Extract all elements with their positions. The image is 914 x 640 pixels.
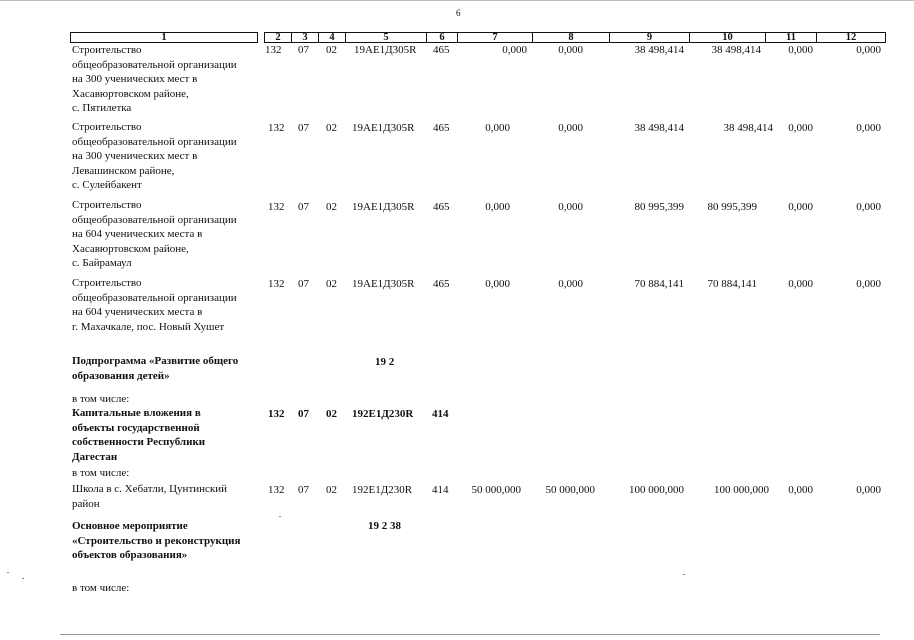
cell-col8: 50 000,000 — [545, 484, 595, 496]
cell-expense-type: 414 — [432, 484, 449, 496]
cell-col10: 38 498,414 — [723, 122, 773, 134]
cell-ministry-code: 132 — [268, 122, 285, 134]
column-header-9: 9 — [609, 32, 690, 43]
including-label: в том числе: — [72, 467, 130, 479]
cell-col12: 0,000 — [856, 484, 881, 496]
cell-col8: 0,000 — [558, 122, 583, 134]
cell-col11: 0,000 — [788, 484, 813, 496]
column-header-7: 7 — [457, 32, 533, 43]
cell-subsection-code: 02 — [326, 484, 337, 496]
cell-expense-type: 465 — [433, 278, 450, 290]
cell-section-code: 07 — [298, 278, 309, 290]
column-header-5: 5 — [345, 32, 427, 43]
cell-subsection-code: 02 — [326, 408, 337, 420]
column-header-1: 1 — [70, 32, 258, 43]
cell-col7: 0,000 — [485, 201, 510, 213]
cell-subsection-code: 02 — [326, 278, 337, 290]
scan-speck — [22, 578, 24, 579]
cell-col12: 0,000 — [856, 201, 881, 213]
cell-col9: 80 995,399 — [634, 201, 684, 213]
including-label: в том числе: — [72, 582, 130, 594]
object-name: Строительство общеобразовательной организации на 604 ученических места в г. Махачкале, пос. Новый Хушет — [72, 277, 237, 333]
page-edge-line — [0, 0, 914, 1]
page-edge-line — [60, 634, 880, 635]
cell-ministry-code: 132 — [268, 408, 285, 420]
main-event-name: Основное мероприятие «Строительство и реконструкция объектов образования» — [72, 520, 241, 561]
cell-expense-type: 465 — [433, 44, 450, 56]
cell-section-code: 07 — [298, 484, 309, 496]
main-event-code: 19 2 38 — [368, 520, 401, 532]
cell-col12: 0,000 — [856, 44, 881, 56]
cell-col10: 100 000,000 — [714, 484, 769, 496]
cell-col9: 38 498,414 — [634, 44, 684, 56]
object-name: Строительство общеобразовательной организации на 300 ученических мест в Хасавюртовском районе, с. Пятилетка — [72, 44, 237, 114]
column-header-11: 11 — [765, 32, 817, 43]
cell-ministry-code: 132 — [268, 484, 285, 496]
cell-col11: 0,000 — [788, 201, 813, 213]
cell-expense-type: 465 — [433, 201, 450, 213]
cell-col9: 70 884,141 — [634, 278, 684, 290]
cell-target-article: 19АЕ1Д305R — [354, 44, 417, 56]
cell-col8: 0,000 — [558, 44, 583, 56]
cell-target-article: 192Е1Д230R — [352, 408, 414, 420]
scan-speck — [683, 574, 685, 575]
cell-section-code: 07 — [298, 44, 309, 56]
scan-speck — [7, 572, 9, 573]
including-label: в том числе: — [72, 393, 130, 405]
cell-target-article: 192Е1Д230R — [352, 484, 413, 496]
object-name: Строительство общеобразовательной организации на 604 ученических места в Хасавюртовском районе, с. Байрамаул — [72, 199, 237, 269]
object-name: Школа в с. Хебатли, Цунтинский район — [72, 483, 228, 510]
subprogram-code: 19 2 — [375, 356, 395, 368]
cell-subsection-code: 02 — [326, 122, 337, 134]
column-header-6: 6 — [426, 32, 458, 43]
cell-col7: 50 000,000 — [471, 484, 521, 496]
cell-col10: 38 498,414 — [711, 44, 761, 56]
cell-ministry-code: 132 — [268, 278, 285, 290]
cell-col10: 80 995,399 — [707, 201, 757, 213]
cell-expense-type: 414 — [432, 408, 449, 420]
capital-investments-name: Капитальные вложения в объекты государственной собственности Республики Дагестан — [72, 407, 206, 463]
subprogram-name: Подпрограмма «Развитие общего образования детей» — [72, 355, 239, 382]
cell-col7: 0,000 — [502, 44, 527, 56]
cell-ministry-code: 132 — [265, 44, 282, 56]
cell-col12: 0,000 — [856, 278, 881, 290]
column-header-3: 3 — [291, 32, 319, 43]
cell-col8: 0,000 — [558, 278, 583, 290]
column-header-10: 10 — [689, 32, 766, 43]
column-header-12: 12 — [816, 32, 886, 43]
cell-col11: 0,000 — [788, 44, 813, 56]
cell-col9: 38 498,414 — [634, 122, 684, 134]
cell-target-article: 19АЕ1Д305R — [352, 122, 415, 134]
page-number: 6 — [456, 8, 461, 18]
cell-col7: 0,000 — [485, 278, 510, 290]
cell-section-code: 07 — [298, 408, 309, 420]
cell-section-code: 07 — [298, 122, 309, 134]
cell-col11: 0,000 — [788, 278, 813, 290]
column-header-4: 4 — [318, 32, 346, 43]
scan-speck — [279, 516, 281, 517]
cell-target-article: 19АЕ1Д305R — [352, 201, 415, 213]
cell-expense-type: 465 — [433, 122, 450, 134]
cell-target-article: 19АЕ1Д305R — [352, 278, 415, 290]
cell-col11: 0,000 — [788, 122, 813, 134]
cell-col9: 100 000,000 — [629, 484, 684, 496]
column-header-8: 8 — [532, 32, 610, 43]
cell-section-code: 07 — [298, 201, 309, 213]
column-header-2: 2 — [264, 32, 292, 43]
cell-ministry-code: 132 — [268, 201, 285, 213]
cell-subsection-code: 02 — [326, 44, 337, 56]
cell-col7: 0,000 — [485, 122, 510, 134]
cell-col12: 0,000 — [856, 122, 881, 134]
cell-col10: 70 884,141 — [707, 278, 757, 290]
cell-subsection-code: 02 — [326, 201, 337, 213]
cell-col8: 0,000 — [558, 201, 583, 213]
object-name: Строительство общеобразовательной организации на 300 ученических мест в Левашинском районе, с. Сулейбакент — [72, 121, 237, 191]
